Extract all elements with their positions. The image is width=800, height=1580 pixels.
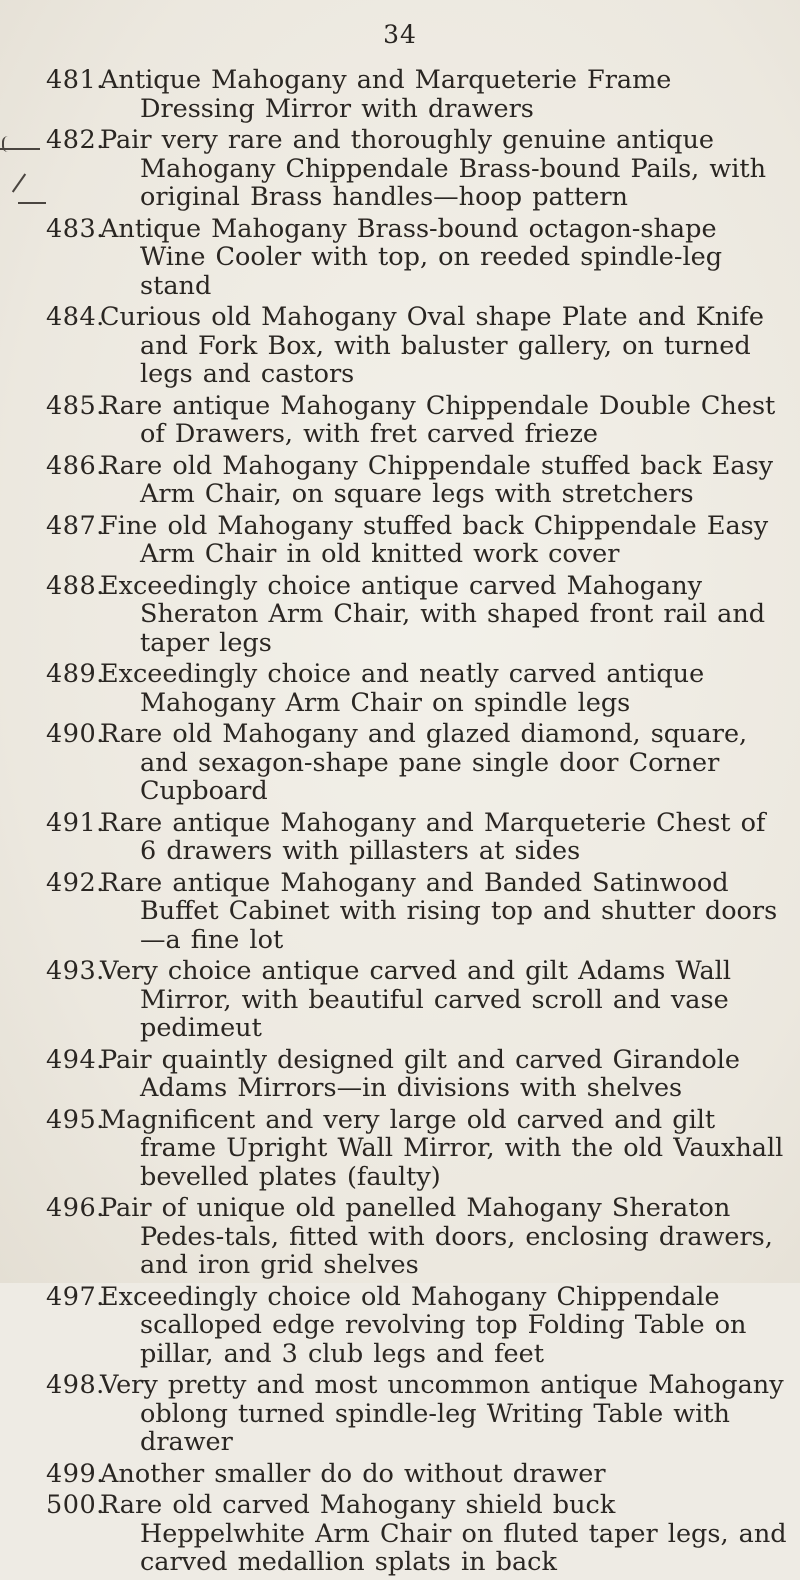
lot-entry: [30, 303, 790, 389]
lot-number: 497.: [46, 1281, 105, 1312]
lot-description: Pair very rare and thoroughly genuine antique Mahogany Chippendale Brass-bound Pails, with original Brass handles—hoop pattern: [100, 125, 767, 212]
lot-number: 487.: [46, 510, 105, 541]
lot-description: Another smaller do do without drawer: [100, 1458, 606, 1489]
margin-pencil-mark: [12, 173, 26, 192]
lot-number: 489.: [46, 659, 105, 689]
lot-description: Pair of unique old panelled Mahogany Sheraton Pedes-tals, fitted with doors, enclosing drawers, and iron grid shelves: [100, 1193, 773, 1280]
lot-entry: [30, 1460, 790, 1489]
lot-number: 482.: [46, 125, 105, 155]
lot-description: Exceedingly choice antique carved Mahogany Sheraton Arm Chair, with shaped front rail and taper legs: [100, 570, 766, 658]
lot-description: Rare antique Mahogany and Marqueterie Chest of 6 drawers with pillasters at sides: [100, 807, 766, 866]
lot-description: Rare old Mahogany Chippendale stuffed back Easy Arm Chair, on square legs with stretchers: [100, 450, 774, 509]
lot-description: Rare antique Mahogany Chippendale Double Chest of Drawers, with fret carved frieze: [100, 390, 776, 449]
lot-entry: [30, 1194, 790, 1280]
lot-entry: [30, 1283, 790, 1369]
lot-entry: [30, 452, 790, 509]
lot-entry: [30, 660, 790, 717]
lot-entry: [30, 809, 790, 866]
lot-entry: [30, 1106, 790, 1192]
lot-description: Antique Mahogany Brass-bound octagon-shape Wine Cooler with top, on reeded spindle-leg stand: [100, 213, 723, 301]
lot-entry: [30, 1371, 790, 1457]
lot-entry: [30, 66, 790, 123]
lot-entry: [30, 126, 790, 212]
lot-description: Rare antique Mahogany and Banded Satinwood Buffet Cabinet with rising top and shutter doors—a fine lot: [100, 867, 778, 955]
lot-entry: [30, 572, 790, 658]
lot-description: Exceedingly choice old Mahogany Chippendale scalloped edge revolving top Folding Table on pillar, and 3 club legs and feet: [100, 1281, 747, 1369]
lot-entry: [30, 720, 790, 806]
lot-entry: [30, 392, 790, 449]
lot-description: Curious old Mahogany Oval shape Plate and Knife and Fork Box, with baluster gallery, on turned legs and castors: [100, 302, 764, 389]
lot-description: Exceedingly choice and neatly carved antique Mahogany Arm Chair on spindle legs: [100, 659, 705, 718]
lot-number: 484.: [46, 302, 105, 332]
lot-number: 488.: [46, 570, 105, 601]
lot-list: [30, 66, 790, 1580]
lot-entry: [30, 215, 790, 301]
lot-number: 496.: [46, 1193, 105, 1223]
lot-entry: [30, 1491, 790, 1577]
lot-number: 481.: [46, 65, 105, 95]
lot-entry: [30, 1046, 790, 1103]
lot-number: 499.: [46, 1458, 105, 1489]
lot-description: Antique Mahogany and Marqueterie Frame Dressing Mirror with drawers: [100, 65, 672, 124]
lot-number: 485.: [46, 390, 105, 421]
lot-number: 490.: [46, 719, 105, 749]
lot-number: 491.: [46, 807, 105, 838]
lot-entry: [30, 957, 790, 1043]
lot-number: 500.: [46, 1490, 105, 1520]
lot-description: Very pretty and most uncommon antique Mahogany oblong turned spindle-leg Writing Table with drawer: [100, 1370, 784, 1457]
lot-entry: [30, 512, 790, 569]
margin-pencil-mark: [2, 136, 14, 152]
lot-description: Rare old Mahogany and glazed diamond, square, and sexagon-shape pane single door Corner Cupboard: [100, 719, 748, 806]
lot-number: 494.: [46, 1044, 105, 1075]
lot-number: 483.: [46, 213, 105, 244]
lot-number: 486.: [46, 450, 105, 481]
lot-description: Rare old carved Mahogany shield buck Heppelwhite Arm Chair on fluted taper legs, and carved medallion splats in back: [100, 1490, 787, 1577]
lot-entry: [30, 869, 790, 955]
lot-description: Pair quaintly designed gilt and carved Girandole Adams Mirrors—in divisions with shelves: [100, 1044, 740, 1103]
lot-number: 495.: [46, 1104, 105, 1135]
page-number: 34: [383, 20, 417, 49]
lot-number: 493.: [46, 956, 105, 986]
lot-description: Magnificent and very large old carved and gilt frame Upright Wall Mirror, with the old Vauxhall bevelled plates (faulty): [100, 1104, 784, 1192]
lot-description: Fine old Mahogany stuffed back Chippendale Easy Arm Chair in old knitted work cover: [100, 510, 769, 569]
lot-number: 492.: [46, 867, 105, 898]
lot-description: Very choice antique carved and gilt Adams Wall Mirror, with beautiful carved scroll and vase pedimeut: [100, 956, 731, 1043]
lot-number: 498.: [46, 1370, 105, 1400]
